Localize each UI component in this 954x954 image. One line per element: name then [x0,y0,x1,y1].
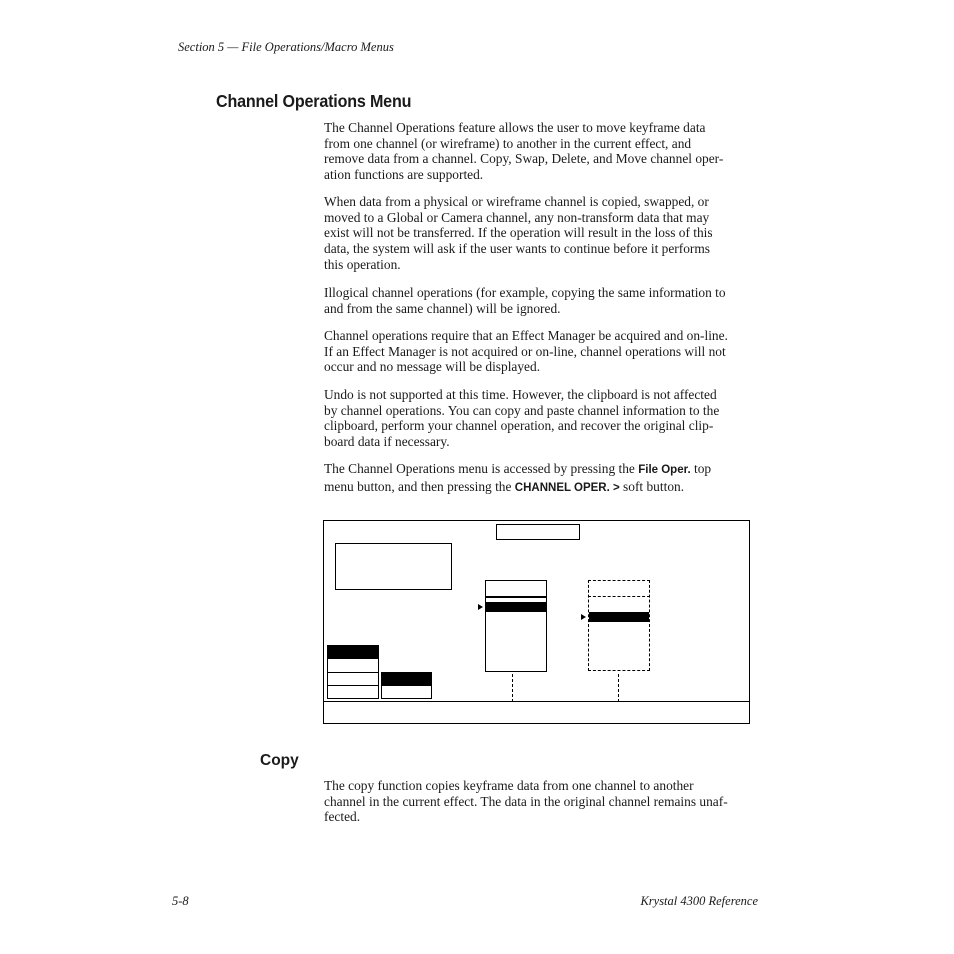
running-footer: Krystal 4300 Reference [640,894,758,908]
text-run: soft button. [619,478,685,494]
destination-selected-item [589,612,649,622]
list-divider [588,596,650,598]
text-run: The Channel Operations menu is accessed by pressing the [324,461,639,476]
menu-title-box [496,524,580,540]
running-header: Section 5 — File Operations/Macro Menus [178,40,394,54]
paragraph-line: ation functions are supported. [324,167,484,183]
paragraph-4 [324,328,760,375]
info-panel-box [335,543,452,590]
paragraph-line: Channel operations require that an Effect Manager be acquired and on-line. [324,328,728,343]
paragraph-5 [324,387,760,450]
soft-button-divider [327,685,379,686]
paragraph-line: moved to a Global or Camera channel, any non-transform data that may [324,209,710,225]
page-number: 5-8 [172,894,189,908]
pointer-arrow-icon [478,604,483,610]
list-divider [485,596,547,598]
channel-oper-button-ref: CHANNEL OPER. > [514,481,620,494]
paragraph-line: fected. [324,809,361,825]
paragraph-line: The copy function copies keyframe data from one channel to another [324,778,694,793]
paragraph-line: occur and no message will be displayed. [324,359,541,375]
soft-button-divider [327,672,379,673]
paragraph-line: clipboard, perform your channel operation, and recover the original clip- [324,418,714,434]
soft-button-selected [381,672,432,686]
paragraph-1 [324,120,760,183]
paragraph-line [324,479,760,497]
copy-paragraph [324,778,760,825]
pointer-arrow-icon [581,614,586,620]
paragraph-line: Undo is not supported at this time. However, the clipboard is not affected [324,387,717,402]
status-bar-divider [324,701,749,702]
paragraph-line: board data if necessary. [324,434,450,450]
paragraph-line: by channel operations. You can copy and paste channel information to the [324,402,720,418]
menu-screen-figure [323,520,750,724]
paragraph-line: exist will not be transferred. If the operation will result in the loss of this [324,225,713,241]
paragraph-line: this operation. [324,256,401,272]
file-oper-button-ref: File Oper. [638,464,691,476]
paragraph-line: When data from a physical or wireframe channel is copied, swapped, or [324,194,709,209]
paragraph-line: The Channel Operations feature allows the user to move keyframe data [324,120,706,135]
paragraph-line [324,461,760,479]
paragraph-line: from one channel (or wireframe) to another in the current effect, and [324,135,692,151]
paragraph-6 [324,461,760,496]
paragraph-line: Illogical channel operations (for example, copying the same information to [324,285,726,300]
source-channel-list [485,580,547,672]
paragraph-3 [324,285,760,316]
paragraph-line: and from the same channel) will be ignored. [324,300,561,316]
paragraph-line: remove data from a channel. Copy, Swap, Delete, and Move channel oper- [324,151,724,167]
copy-heading: Copy [260,752,299,769]
knob-connector [618,674,619,702]
source-selected-item [486,602,546,612]
paragraph-line: If an Effect Manager is not acquired or on-line, channel operations will not [324,343,726,359]
knob-connector [512,674,513,702]
paragraph-2 [324,194,760,273]
paragraph-line: data, the system will ask if the user wants to continue before it performs [324,241,710,257]
text-run: top [690,461,712,476]
text-run: menu button, and then pressing the [324,478,515,494]
section-title: Channel Operations Menu [216,91,412,111]
destination-channel-list [588,580,650,671]
paragraph-line: channel in the current effect. The data in the original channel remains unaf- [324,793,728,809]
soft-button-selected [327,645,379,659]
